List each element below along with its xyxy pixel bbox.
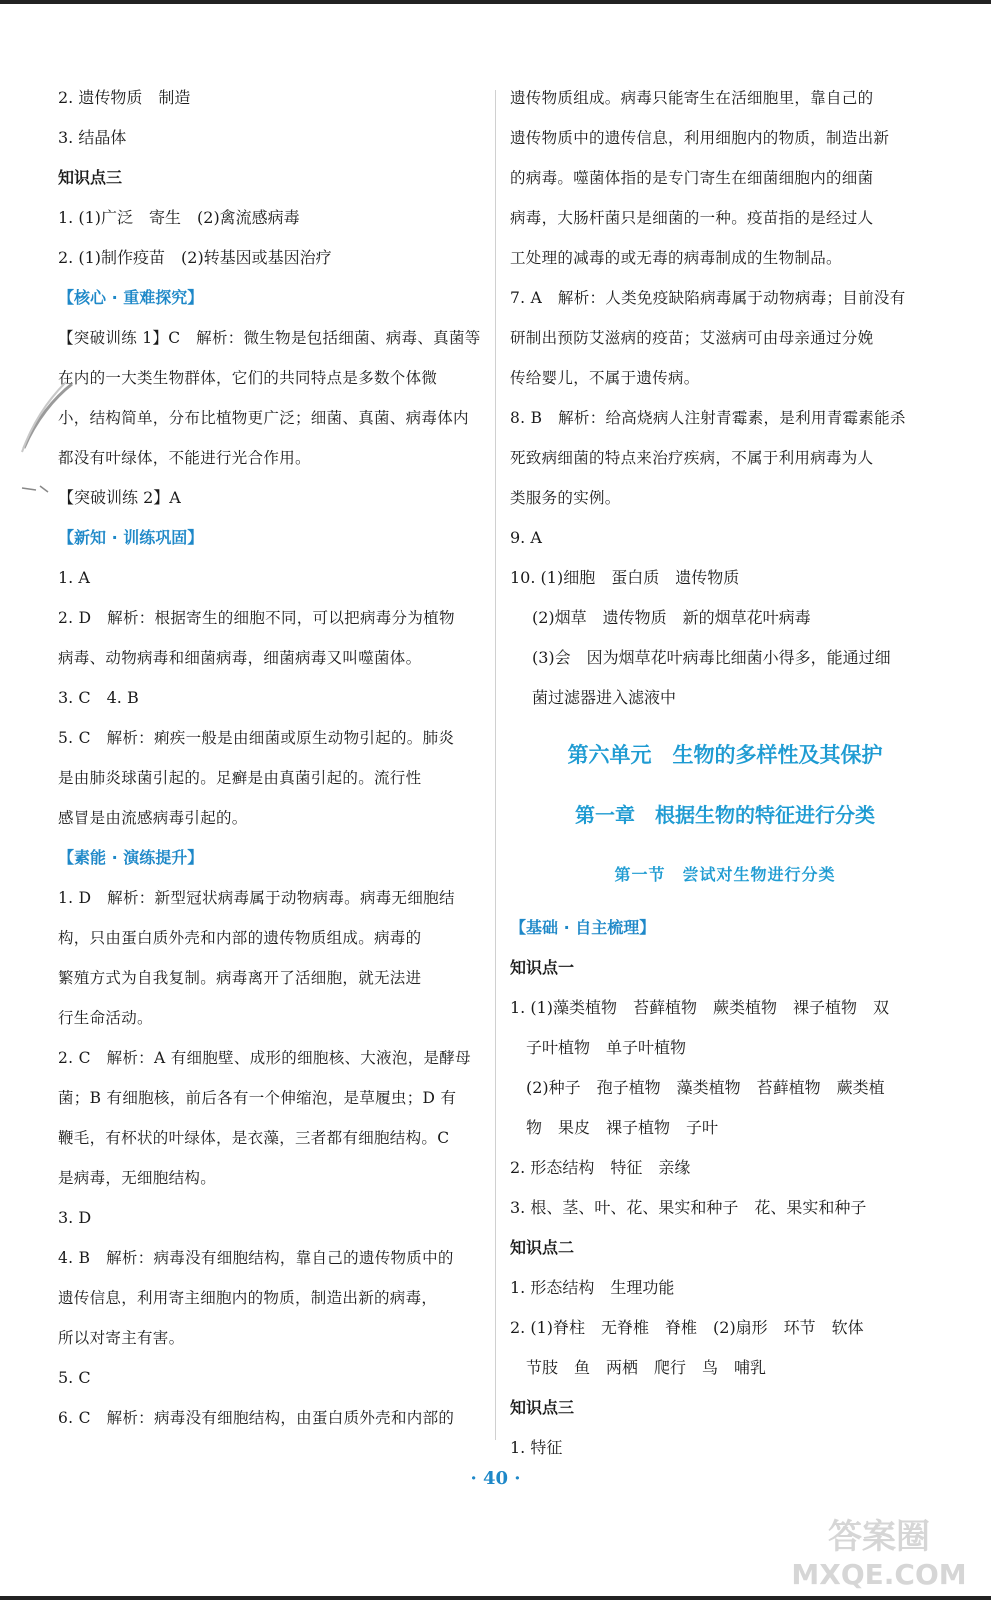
answer-line: 研制出预防艾滋病的疫苗；艾滋病可由母亲通过分娩 bbox=[510, 329, 874, 347]
answer-line: 是病毒，无细胞结构。 bbox=[58, 1169, 217, 1187]
answer-line: (2)烟草 遗传物质 新的烟草花叶病毒 bbox=[532, 608, 811, 627]
right-column bbox=[510, 78, 940, 1468]
answer-line: 10. (1)细胞 蛋白质 遗传物质 bbox=[510, 568, 740, 587]
scratch-mark bbox=[14, 378, 84, 498]
answer-line: 3. C 4. B bbox=[58, 688, 139, 707]
answer-line: 都没有叶绿体，不能进行光合作用。 bbox=[58, 449, 311, 467]
answer-line: 【突破训练 2】A bbox=[58, 488, 181, 507]
right-column-answers bbox=[510, 78, 940, 718]
top-border bbox=[0, 0, 991, 4]
answer-line: 2. (1)脊柱 无脊椎 脊椎 (2)扇形 环节 软体 bbox=[510, 1318, 864, 1337]
answer-line: 2. C 解析：A 有细胞壁、成形的细胞核、大液泡，是酵母 bbox=[58, 1049, 471, 1067]
answer-line: 1. 形态结构 生理功能 bbox=[510, 1278, 675, 1297]
left-column bbox=[58, 78, 483, 1438]
answer-line: 2. 遗传物质 制造 bbox=[58, 88, 191, 107]
section-title: 第一节 尝试对生物进行分类 bbox=[614, 865, 836, 884]
chapter-title: 第一章 根据生物的特征进行分类 bbox=[575, 803, 875, 827]
watermark-logo bbox=[779, 1512, 979, 1592]
answer-line: 感冒是由流感病毒引起的。 bbox=[58, 809, 248, 827]
answer-line: 4. B 解析：病毒没有细胞结构，靠自己的遗传物质中的 bbox=[58, 1249, 454, 1267]
answer-line: 行生命活动。 bbox=[58, 1009, 153, 1027]
answer-line: 知识点三 bbox=[58, 168, 123, 187]
column-divider bbox=[495, 90, 496, 1440]
svg-text:MXQE.COM: MXQE.COM bbox=[791, 1558, 967, 1591]
answer-line: 【突破训练 1】C 解析：微生物是包括细菌、病毒、真菌等 bbox=[58, 329, 481, 347]
answer-line: 的病毒。噬菌体指的是专门寄生在细菌细胞内的细菌 bbox=[510, 169, 874, 187]
section-heading: 【基础 · 自主梳理】 bbox=[510, 918, 656, 937]
answer-line: 菌；B 有细胞核，前后各有一个伸缩泡，是草履虫；D 有 bbox=[58, 1089, 457, 1107]
answer-line: 2. 形态结构 特征 亲缘 bbox=[510, 1158, 691, 1177]
answer-line: 知识点二 bbox=[510, 1238, 575, 1257]
answer-line: 传给婴儿，不属于遗传病。 bbox=[510, 369, 700, 387]
answer-line: 2. (1)制作疫苗 (2)转基因或基因治疗 bbox=[58, 248, 332, 267]
answer-line: 遗传信息，利用寄主细胞内的物质，制造出新的病毒， bbox=[58, 1289, 438, 1307]
answer-line: 8. B 解析：给高烧病人注射青霉素，是利用青霉素能杀 bbox=[510, 409, 906, 427]
section-heading: 【新知 · 训练巩固】 bbox=[58, 528, 204, 547]
answer-line: 小，结构简单，分布比植物更广泛；细菌、真菌、病毒体内 bbox=[58, 409, 469, 427]
answer-line: 鞭毛，有杯状的叶绿体，是衣藻，三者都有细胞结构。C bbox=[58, 1129, 450, 1147]
answer-line: 1. (1)广泛 寄生 (2)禽流感病毒 bbox=[58, 208, 300, 227]
section-heading: 【核心 · 重难探究】 bbox=[58, 288, 204, 307]
answer-line: 3. 结晶体 bbox=[58, 128, 127, 147]
answer-line: 6. C 解析：病毒没有细胞结构，由蛋白质外壳和内部的 bbox=[58, 1409, 455, 1427]
answer-line: 9. A bbox=[510, 528, 542, 547]
answer-line: 1. (1)藻类植物 苔藓植物 蕨类植物 裸子植物 双 bbox=[510, 998, 890, 1017]
answer-line: 5. C 解析：痢疾一般是由细菌或原生动物引起的。肺炎 bbox=[58, 729, 455, 747]
right-column-knowledge bbox=[510, 908, 940, 1468]
answer-line: 死致病细菌的特点来治疗疾病，不属于利用病毒为人 bbox=[510, 449, 874, 467]
answer-line: 工处理的减毒的或无毒的病毒制成的生物制品。 bbox=[510, 249, 842, 267]
answer-line: 知识点三 bbox=[510, 1398, 575, 1417]
answer-line: 遗传物质中的遗传信息，利用细胞内的物质，制造出新 bbox=[510, 129, 890, 147]
answer-line: 构，只由蛋白质外壳和内部的遗传物质组成。病毒的 bbox=[58, 929, 422, 947]
answer-line: 所以对寄主有害。 bbox=[58, 1329, 185, 1347]
answer-line: (3)会 因为烟草花叶病毒比细菌小得多，能通过细 bbox=[532, 648, 891, 667]
answer-line: 菌过滤器进入滤液中 bbox=[532, 688, 677, 707]
bottom-border bbox=[0, 1596, 991, 1600]
section-heading: 【素能 · 演练提升】 bbox=[58, 848, 204, 867]
answer-line: 物 果皮 裸子植物 子叶 bbox=[526, 1118, 719, 1137]
answer-line: 繁殖方式为自我复制。病毒离开了活细胞，就无法进 bbox=[58, 969, 422, 987]
svg-text:答案圈: 答案圈 bbox=[828, 1517, 930, 1557]
answer-line: 子叶植物 单子叶植物 bbox=[526, 1038, 687, 1057]
answer-line: 遗传物质组成。病毒只能寄生在活细胞里，靠自己的 bbox=[510, 89, 874, 107]
answer-line: 5. C bbox=[58, 1368, 91, 1387]
unit-title: 第六单元 生物的多样性及其保护 bbox=[567, 743, 883, 767]
answer-line: 知识点一 bbox=[510, 958, 575, 977]
answer-line: 7. A 解析：人类免疫缺陷病毒属于动物病毒；目前没有 bbox=[510, 289, 906, 307]
answer-line: (2)种子 孢子植物 藻类植物 苔藓植物 蕨类植 bbox=[526, 1078, 885, 1097]
answer-line: 是由肺炎球菌引起的。足癣是由真菌引起的。流行性 bbox=[58, 769, 422, 787]
answer-line: 2. D 解析：根据寄生的细胞不同，可以把病毒分为植物 bbox=[58, 609, 455, 627]
answer-line: 1. D 解析：新型冠状病毒属于动物病毒。病毒无细胞结 bbox=[58, 889, 455, 907]
answer-line: 1. A bbox=[58, 568, 90, 587]
answer-line: 在内的一大类生物群体，它们的共同特点是多数个体微 bbox=[58, 369, 438, 387]
page-number: · 40 · bbox=[470, 1468, 521, 1489]
answer-line: 病毒、动物病毒和细菌病毒，细菌病毒又叫噬菌体。 bbox=[58, 649, 422, 667]
answer-line: 3. D bbox=[58, 1208, 92, 1227]
answer-line: 类服务的实例。 bbox=[510, 489, 621, 507]
answer-line: 病毒，大肠杆菌只是细菌的一种。疫苗指的是经过人 bbox=[510, 209, 874, 227]
answer-line: 节肢 鱼 两栖 爬行 鸟 哺乳 bbox=[526, 1358, 767, 1377]
answer-line: 3. 根、茎、叶、花、果实和种子 花、果实和种子 bbox=[510, 1198, 867, 1217]
answer-line: 1. 特征 bbox=[510, 1438, 563, 1457]
